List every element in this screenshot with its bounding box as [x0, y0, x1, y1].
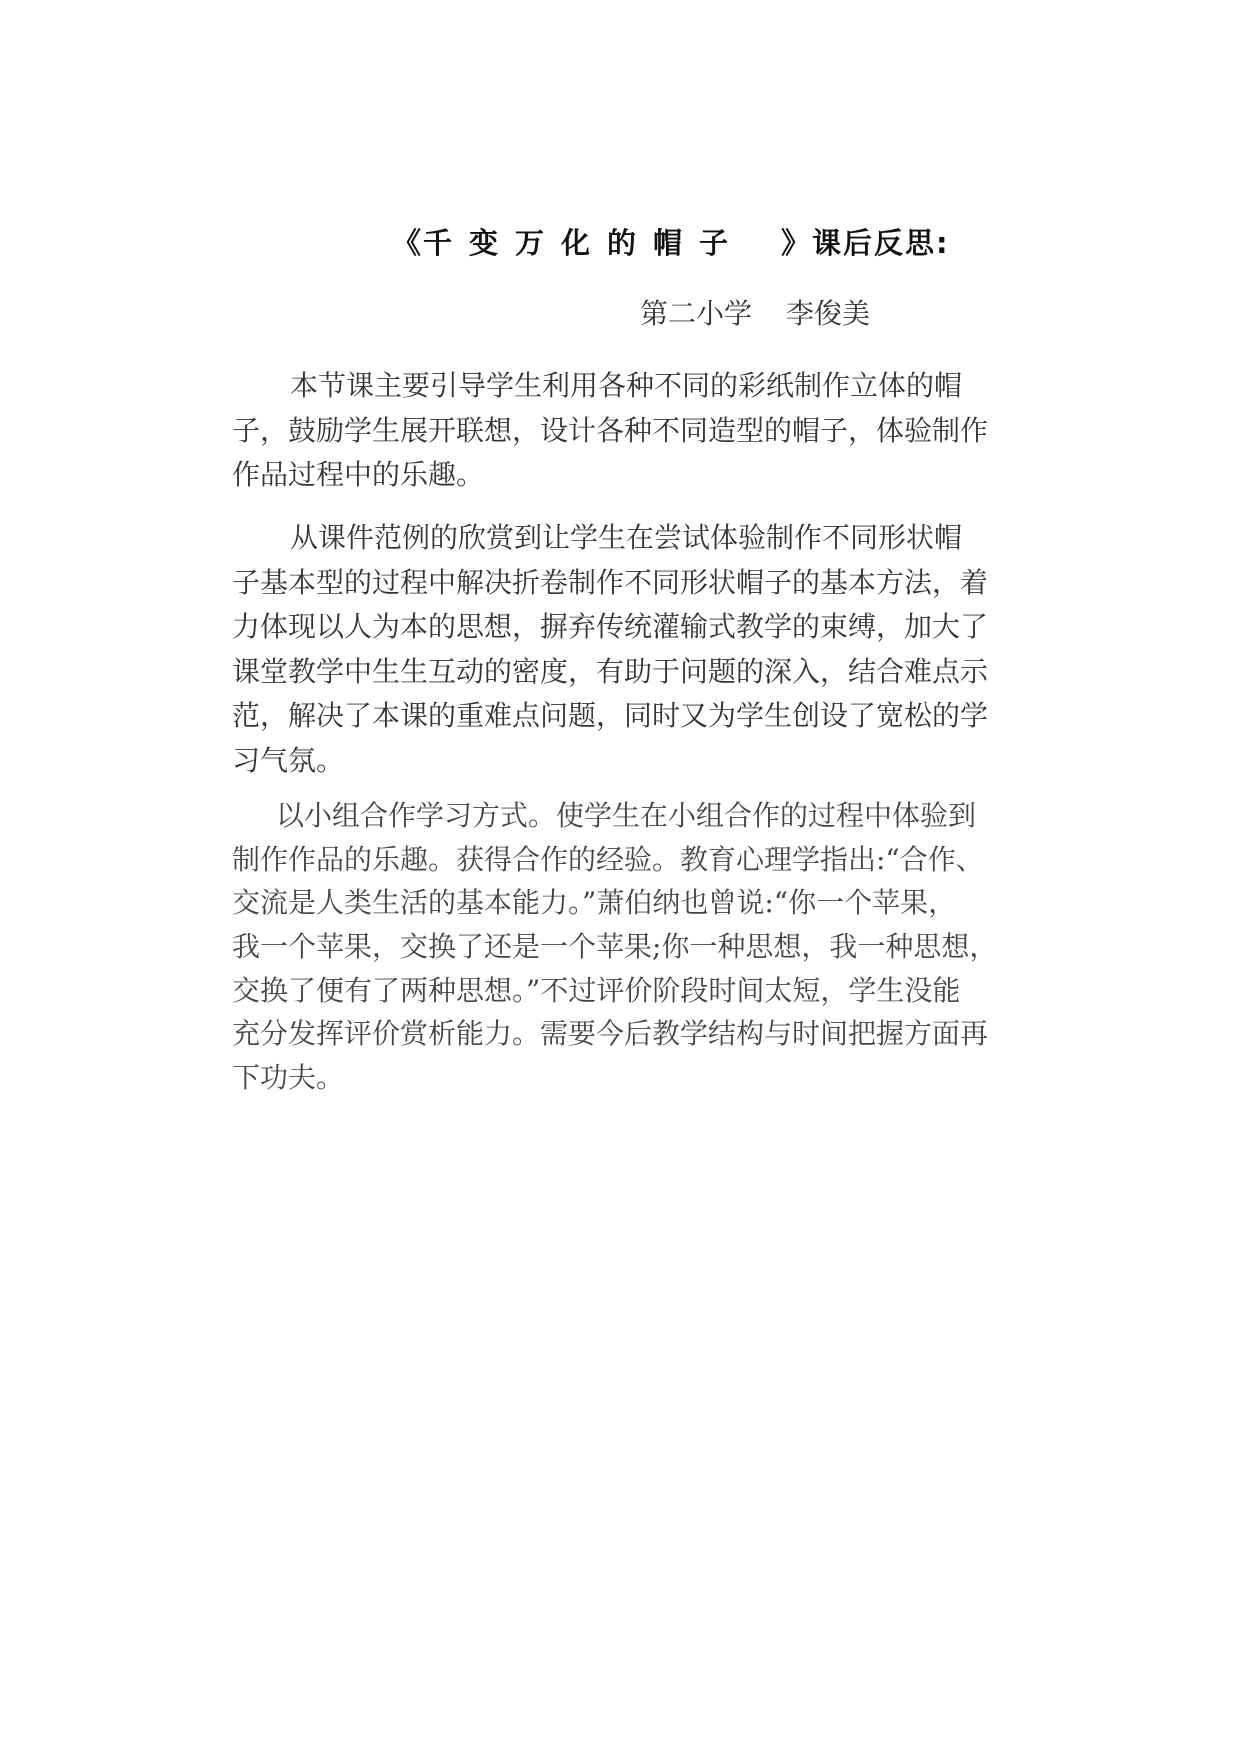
title-suffix: 》课后反思:	[781, 226, 950, 260]
paragraph-line: 范，解决了本课的重难点问题，同时又为学生创设了宽松的学	[232, 699, 989, 733]
paragraph-line: 作品过程中的乐趣。	[232, 458, 485, 491]
paragraph-3	[232, 794, 1012, 1100]
paragraph-2	[232, 516, 1012, 784]
author-line	[640, 294, 1040, 334]
paragraph-line: 子基本型的过程中解决折卷制作不同形状帽子的基本方法，着	[232, 565, 989, 599]
paragraph-line: 力体现以人为本的思想，摒弃传统灌输式教学的束缚，加大了	[232, 610, 989, 644]
title-open-bracket: 《	[392, 226, 424, 260]
paragraph-line: 课堂教学中生生互动的密度，有助于问题的深入，结合难点示	[232, 654, 989, 688]
paragraph-line: 交换了便有了两种思想。”不过评价阶段时间太短，学生没能	[232, 973, 961, 1007]
paragraph-line: 本节课主要引导学生利用各种不同的彩纸制作立体的帽	[290, 369, 963, 402]
author-school: 第二小学	[640, 297, 753, 330]
paragraph-line: 习气氛。	[232, 743, 345, 777]
author-name: 李俊美	[786, 297, 871, 330]
title-name: 千变万化的帽子	[423, 226, 746, 260]
paragraph-line: 交流是人类生活的基本能力。”萧伯纳也曾说:“你一个苹果，	[232, 886, 957, 920]
paragraph-line: 充分发挥评价赏析能力。需要今后教学结构与时间把握方面再	[232, 1017, 989, 1051]
paragraph-1	[232, 364, 1012, 498]
paragraph-line: 子，鼓励学生展开联想，设计各种不同造型的帽子，体验制作	[232, 413, 989, 447]
paragraph-line: 我一个苹果，交换了还是一个苹果;你一种思想，我一种思想，	[232, 930, 998, 964]
paragraph-line: 以小组合作学习方式。使学生在小组合作的过程中体验到	[276, 799, 977, 832]
paragraph-line: 从课件范例的欣赏到让学生在尝试体验制作不同形状帽	[290, 521, 963, 554]
paragraph-line: 下功夫。	[232, 1061, 345, 1095]
paragraph-line: 制作作品的乐趣。获得合作的经验。教育心理学指出:“合作、	[232, 842, 984, 876]
document-title	[392, 218, 1032, 268]
